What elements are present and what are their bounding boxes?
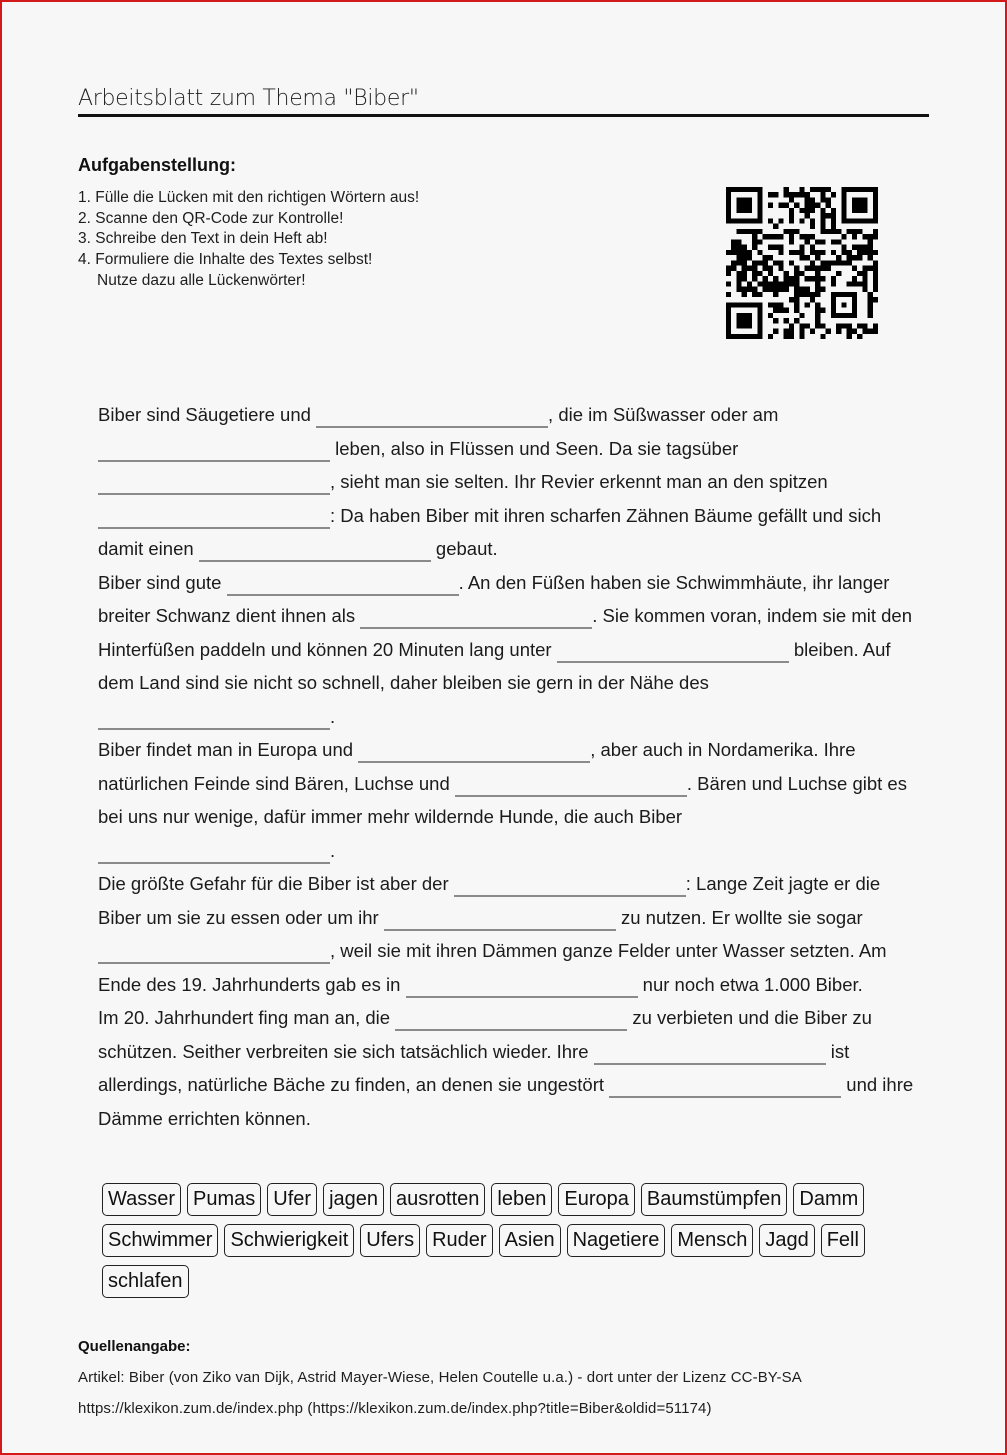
gap-blank[interactable] [609,1076,841,1098]
qr-code-icon[interactable] [726,187,878,339]
task-heading: Aufgabenstellung: [78,155,236,175]
gap-blank[interactable] [98,708,330,730]
gap-blank[interactable] [98,942,330,964]
gap-blank[interactable] [358,741,590,763]
gap-blank[interactable] [594,1043,826,1065]
word-card[interactable]: Ruder [426,1224,492,1257]
text-segment: Die größte Gefahr für die Biber ist aber der [98,873,454,894]
text-segment: . [330,705,336,727]
text-segment: , die im Süßwasser oder am [548,404,779,425]
text-segment: . [330,839,336,861]
gap-blank[interactable] [395,1009,627,1031]
text-segment: zu nutzen. Er wollte sie sogar [615,906,863,928]
cloze-paragraph [98,867,918,1001]
word-card[interactable]: Ufer [267,1183,317,1216]
worksheet-title: Arbeitsblatt zum Thema "Biber" [78,86,929,117]
text-segment: Biber sind Säugetiere und [98,404,317,425]
word-card[interactable]: Ufers [360,1224,420,1257]
word-card[interactable]: leben [491,1183,552,1216]
text-segment: . Bären und Luchse gibt es bei uns nur wenige, dafür immer mehr wildernde Hunde, die auch Biber [98,772,907,827]
gap-blank[interactable] [406,976,638,998]
text-segment: , aber auch in Nordamerika. Ihre natürlichen Feinde sind Bären, Luchse und [98,739,856,794]
source-article: Artikel: Biber (von Ziko van Dijk, Astrid Mayer-Wiese, Helen Coutelle u.a.) - dort unter der Lizenz CC-BY-SA [78,1369,802,1386]
word-card[interactable]: ausrotten [390,1183,485,1216]
task-item: 1. Fülle die Lücken mit den richtigen Wörtern aus! [78,189,420,206]
word-card[interactable]: Europa [558,1183,635,1216]
gap-blank[interactable] [455,775,687,797]
gap-blank[interactable] [360,607,592,629]
word-card[interactable]: Pumas [187,1183,261,1216]
word-card[interactable]: Schwimmer [102,1224,218,1257]
gap-blank[interactable] [454,875,686,897]
text-segment: Biber findet man in Europa und [98,739,359,760]
task-item: 2. Scanne den QR-Code zur Kontrolle! [78,209,344,227]
word-card[interactable]: Asien [499,1224,561,1257]
gap-blank[interactable] [98,440,330,462]
gap-blank[interactable] [98,842,330,864]
text-segment: . Sie kommen voran, indem sie mit den Hinterfüßen paddeln und können 20 Minuten lang unter [98,605,913,660]
word-card[interactable]: Baumstümpfen [641,1183,788,1216]
sources-heading: Quellenangabe: [78,1338,191,1355]
text-segment: Biber sind gute [98,571,227,593]
word-card[interactable]: Jagd [759,1224,814,1257]
word-bank [102,1183,912,1298]
text-segment: gebaut. [430,538,498,559]
text-segment: , sieht man sie selten. Ihr Revier erkennt man an den spitzen [330,471,828,492]
text-segment: und ihre Dämme errichten können. [98,1074,914,1129]
text-segment: , weil sie mit ihren Dämmen ganze Felder unter Wasser setzten. Am Ende des 19. Jahrhunderts gab es in [98,940,887,995]
word-card[interactable]: Damm [793,1183,864,1216]
cloze-paragraph [98,1001,918,1135]
cloze-paragraph [98,566,918,734]
gap-blank[interactable] [199,540,431,562]
gap-blank[interactable] [98,507,330,529]
text-segment: : Da haben Biber mit ihren scharfen Zähnen Bäume gefällt und sich damit einen [98,504,882,559]
gap-blank[interactable] [557,641,789,663]
source-link[interactable]: https://klexikon.zum.de/index.php (https://klexikon.zum.de/index.php?title=Biber&oldid=51174) [78,1400,712,1417]
word-card[interactable]: schlafen [102,1265,189,1298]
text-segment: : Lange Zeit jagte er die Biber um sie zu essen oder um ihr [98,873,881,928]
task-item-continuation: Nutze dazu alle Lückenwörter! [97,271,306,289]
text-segment: . An den Füßen haben sie Schwimmhäute, ihr langer breiter Schwanz dient ihnen als [98,571,890,626]
text-segment: ist allerdings, natürliche Bäche zu finden, an denen sie ungestört [98,1040,850,1095]
text-segment: leben, also in Flüssen und Seen. Da sie tagsüber [330,437,739,459]
task-item: 4. Formuliere die Inhalte des Textes selbst! [78,251,373,269]
text-segment: Im 20. Jahrhundert fing man an, die [98,1007,396,1028]
word-card[interactable]: Mensch [671,1224,753,1257]
task-list [78,188,419,292]
gap-blank[interactable] [227,574,459,596]
cloze-paragraph [98,733,918,867]
text-segment: nur noch etwa 1.000 Biber. [637,973,863,995]
word-card[interactable]: Wasser [102,1183,181,1216]
gap-blank[interactable] [384,909,616,931]
word-card[interactable]: Fell [821,1224,865,1257]
cloze-paragraph [98,398,918,566]
word-card[interactable]: jagen [323,1183,384,1216]
cloze-text [98,398,918,1135]
text-segment: bleiben. Auf dem Land sind sie nicht so schnell, daher bleiben sie gern in der Nähe des [98,638,891,693]
text-segment: zu verbieten und die Biber zu schützen. Seither verbreiten sie sich tatsächlich wieder. Ihre [98,1007,872,1062]
word-card[interactable]: Schwierigkeit [224,1224,354,1257]
gap-blank[interactable] [98,473,330,495]
task-item: 3. Schreibe den Text in dein Heft ab! [78,230,328,248]
gap-blank[interactable] [316,406,548,428]
word-card[interactable]: Nagetiere [567,1224,666,1257]
